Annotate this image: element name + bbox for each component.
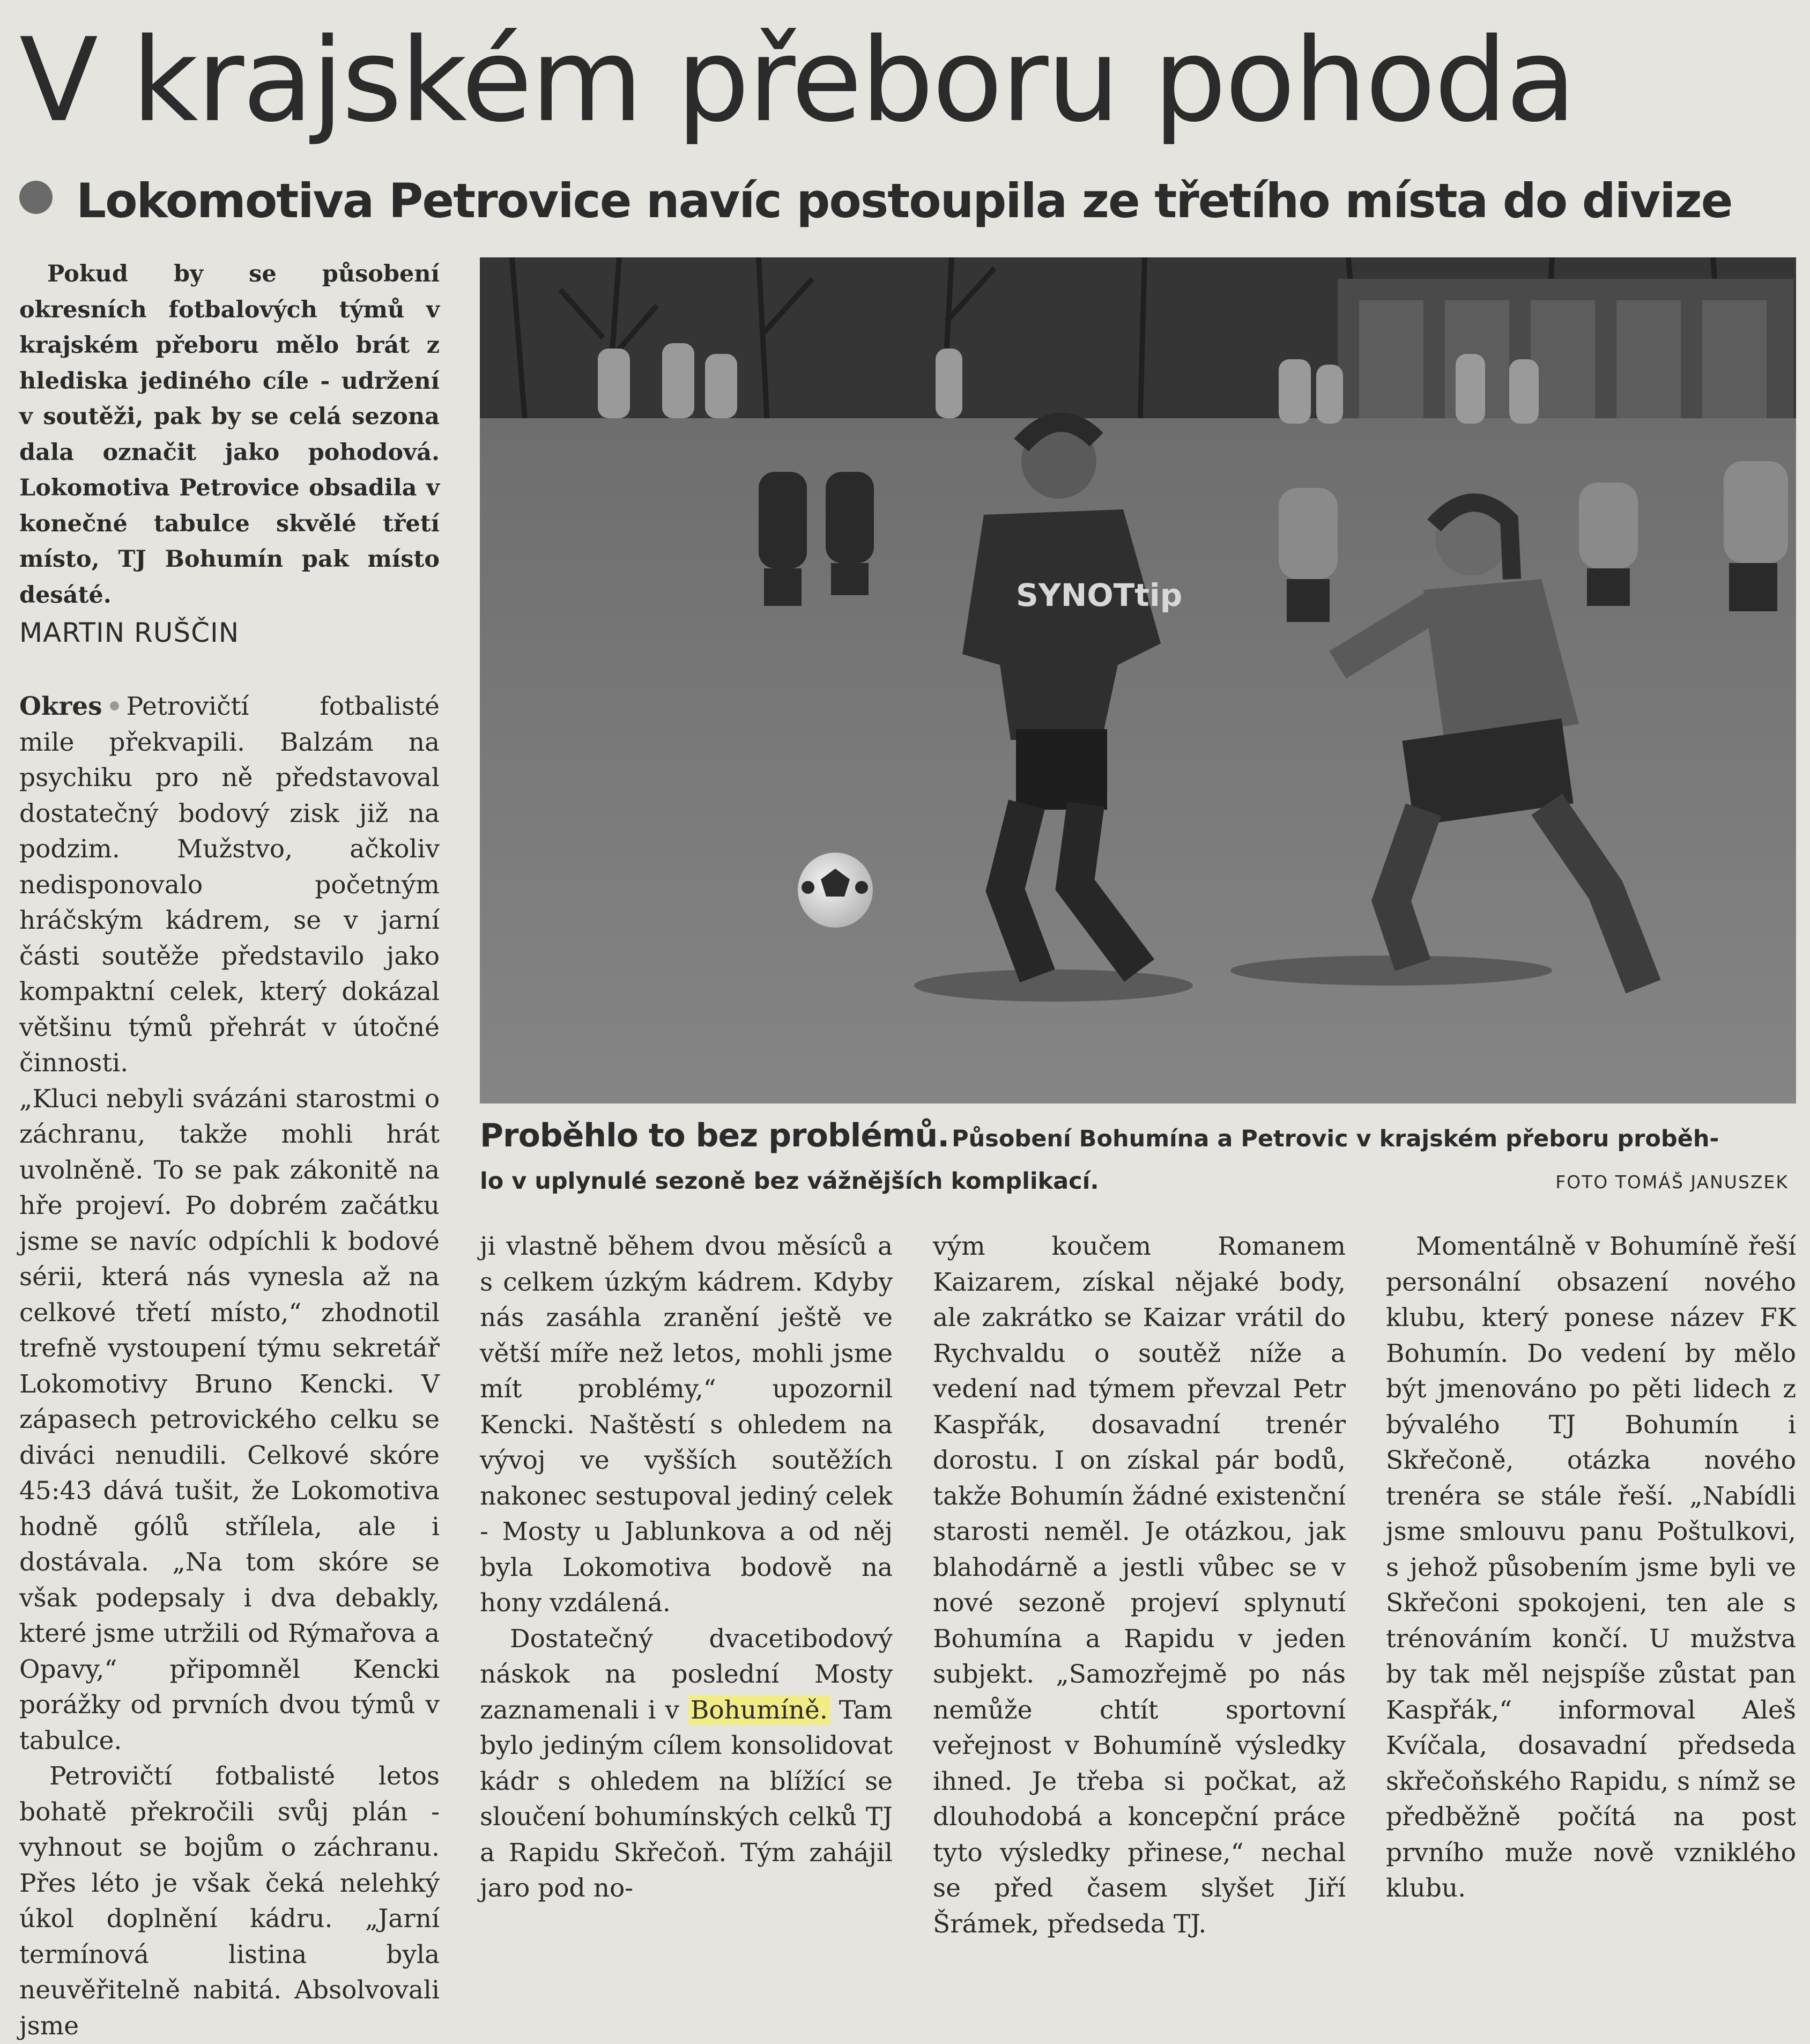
- subheadline-text: Lokomotiva Petrovice navíc postoupila ze třetího místa do divize: [76, 173, 1732, 228]
- headline: V krajském přeboru pohoda: [19, 13, 1575, 147]
- subheadline: [19, 172, 1794, 231]
- location-kicker: Okres: [19, 692, 102, 721]
- paragraph-text: Dostatečný dvacetibodový náskok na poslední Mosty zaznamenali i v: [480, 1624, 893, 1725]
- highlighted-word: Bohumíně.: [688, 1695, 830, 1725]
- kicker-dot-icon: [110, 701, 119, 710]
- byline: MARTIN RUŠČIN: [19, 617, 240, 648]
- caption-title: Proběhlo to bez problémů.: [480, 1117, 949, 1154]
- jersey-sponsor: SYNOTtip: [1016, 577, 1183, 613]
- article-paragraph-2: „Kluci nebyli svázáni starostmi o záchranu, takže mohli hrát uvolněně. To se pak zákonitě na hře projeví. Po dobrém začátku jsme se navíc odpíchli k bodové sérii, která nás vynesla až na celkové třetí místo,“ zhodnotil trefně vystoupení týmu sekretář Lokomotivy Bruno Kencki. V zápasech petrovického celku se diváci nenudili. Celkové skóre 45:43 dává tušit, že Lokomotiva hodně gólů střílela, ale i dostávala. „Na tom skóre se však podepsaly i dva debakly, které jsme utržili od Rýmařova a Opavy,“ připomněl Kencki porážky od prvních dvou týmů v tabulce.: [19, 1084, 440, 1756]
- photo-illustration: [480, 257, 1796, 1104]
- article-paragraph-3: Petrovičtí fotbalisté letos bohatě překročili svůj plán - vyhnout se bojům o záchranu. Přes léto je však čeká nelehký úkol doplnění kádru. „Jarní termínová listina byla neuvěřitelně nabitá. Absolvovali jsme: [19, 1761, 440, 2041]
- article-paragraph-5: [480, 1621, 893, 1907]
- caption-text-1: Působení Bohumína a Petrovic v krajském přeboru proběh-: [952, 1125, 1719, 1152]
- photo-caption: [480, 1114, 1796, 1202]
- article-paragraph-1: [19, 689, 440, 1082]
- article-column-4: [1386, 1229, 1796, 1907]
- caption-text-2: lo v uplynulé sezoně bez vážnějších komplikací.: [480, 1168, 1099, 1195]
- article-column-1: [19, 689, 440, 2044]
- article-paragraph-7: Momentálně v Bohumíně řeší personální obsazení nového klubu, který ponese název FK Bohumín. Do vedení by mělo být jmenováno po pěti lidech z bývalého TJ Bohumín i Skřečoně, otázka nového trenéra se stále řeší. „Nabídli jsme smlouvu panu Poštulkovi, s jehož působením jsme byli ve Skřečoni spokojeni, ten ale s trénováním končí. U mužstva by tak měl nejspíše zůstat pan Kaspřák,“ informoval Aleš Kvíčala, dosavadní předseda skřečoňského Rapidu, s nímž se předběžně počítá na post prvního muže nově vzniklého klubu.: [1386, 1232, 1796, 1903]
- article-paragraph-4: ji vlastně během dvou měsíců a s celkem úzkým kádrem. Kdyby nás zasáhla zranění ještě ve větší míře než letos, mohli jsme mít problémy,“ upozornil Kencki. Naštěstí s ohledem na vývoj ve vyšších soutěžích nakonec sestupoval jediný celek - Mosty u Jablunkova a od něj byla Lokomotiva bodově na hony vzdálená.: [480, 1232, 893, 1618]
- article-column-2: [480, 1229, 893, 1907]
- bullet-dot-icon: [19, 181, 53, 214]
- caption-line-1: [480, 1114, 1796, 1165]
- football-match-photo: [480, 257, 1796, 1104]
- lead-paragraph: Pokud by se působení okresních fotbalových týmů v krajském přeboru mělo brát z hlediska jediného cíle - udržení v soutěži, pak by se celá sezona dala označit jako pohodová. Lokomotiva Petrovice obsadila v konečné tabulce skvělé třetí místo, TJ Bohumín pak místo desáté.: [19, 261, 440, 609]
- article-column-3: [933, 1229, 1346, 1942]
- caption-line-2: [480, 1165, 1796, 1202]
- paragraph-text: Tam bylo jediným cílem konsolidovat kádr s ohledem na blížící se sloučení bohumínských celků TJ a Rapidu Skřečoň. Tým zahájil jaro pod no-: [480, 1695, 893, 1903]
- photo-credit: FOTO TOMÁŠ JANUSZEK: [1555, 1172, 1789, 1193]
- article-paragraph-6: vým koučem Romanem Kaizarem, získal nějaké body, ale zakrátko se Kaizar vrátil do Rychvaldu o soutěž níže a vedení nad týmem převzal Petr Kaspřák, dosavadní trenér dorostu. I on získal pár bodů, takže Bohumín žádné existenční starosti neměl. Je otázkou, jak blahodárně a jestli vůbec se v nové sezoně projeví splynutí Bohumína a Rapidu v jeden subjekt. „Samozřejmě po nás nemůže chtít sportovní veřejnost v Bohumíně výsledky ihned. Je třeba si počkat, až dlouhodobá a koncepční práce tyto výsledky přinese,“ nechal se před časem slyšet Jiří Šrámek, předseda TJ.: [933, 1232, 1346, 1939]
- paragraph-text: Petrovičtí fotbalisté mile překvapili. Balzám na psychiku pro ně představoval dostatečný bodový zisk již na podzim. Mužstvo, ačkoliv nedisponovalo početným hráčským kádrem, se v jarní části soutěže představilo jako kompaktní celek, který dokázal většinu týmů přehrát v útočné činnosti.: [19, 692, 440, 1078]
